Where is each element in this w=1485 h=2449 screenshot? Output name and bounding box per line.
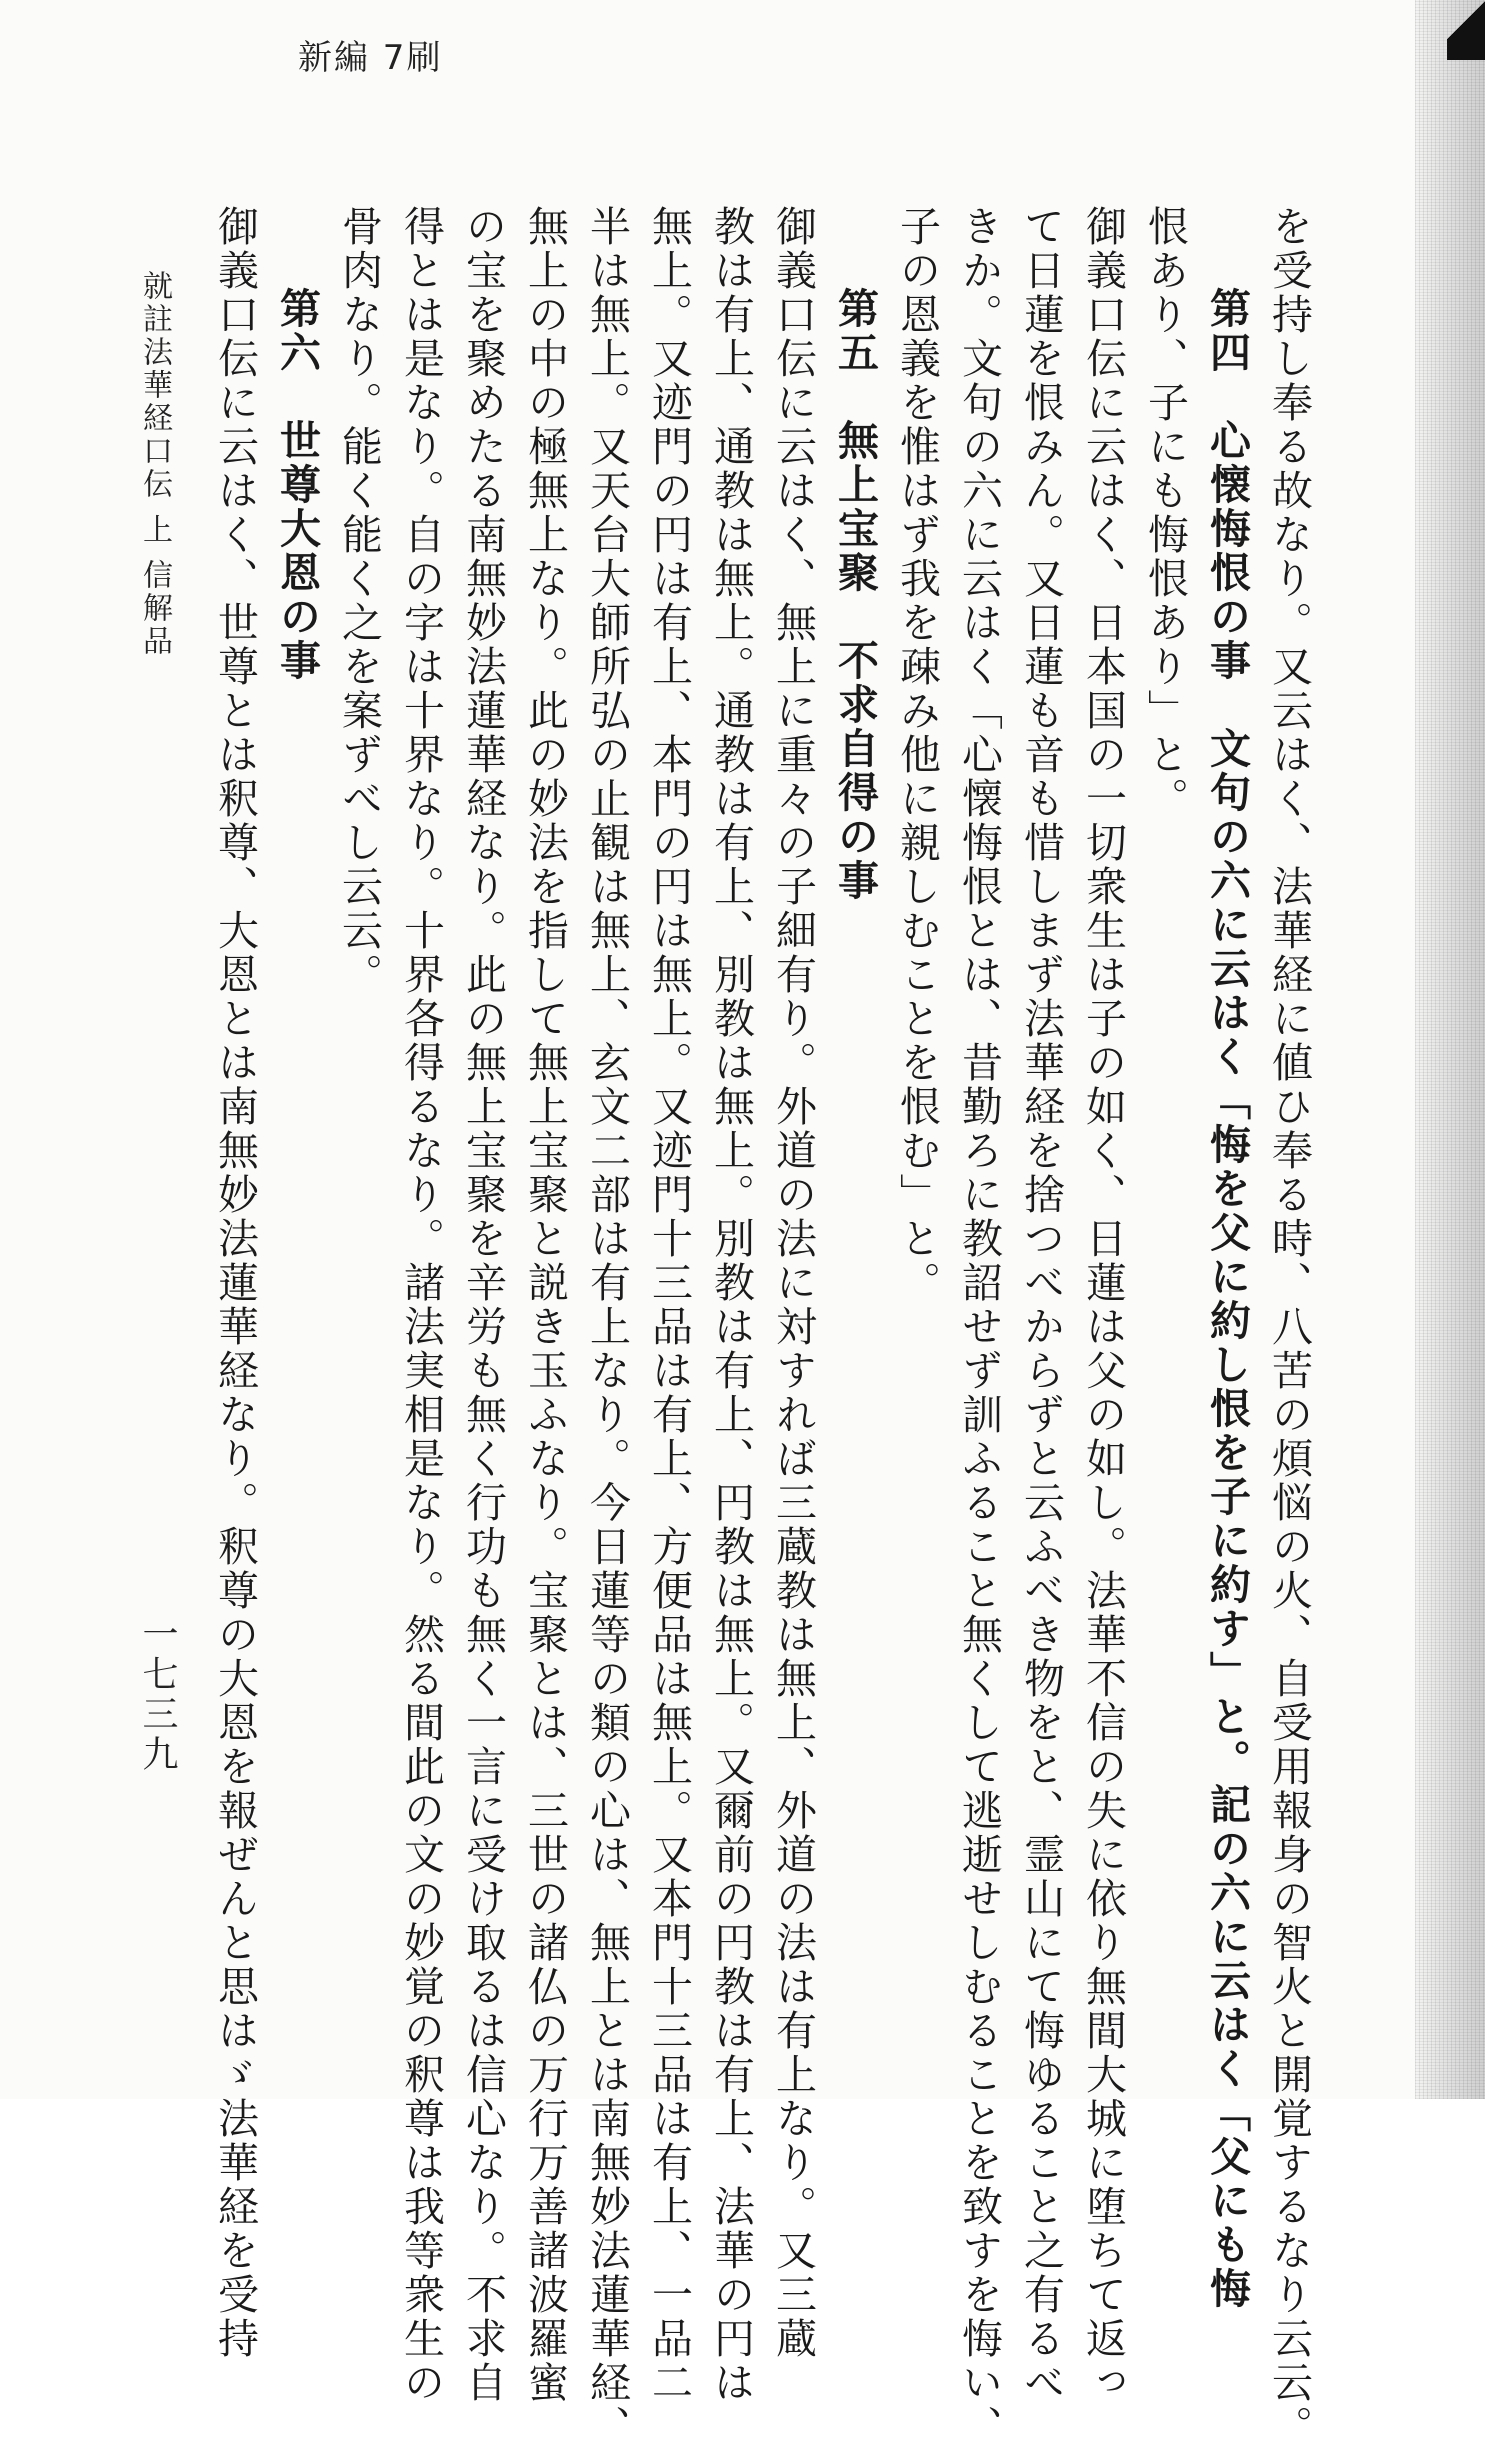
edition-note: 新編 7刷 [298,38,443,78]
text-line: 半は無上。又天台大師所弘の止観は無上、玄文二部は有上なり。今日蓮等の類の心は、無上とは南無妙法蓮華経、 [583,205,631,2449]
text-line: 無上の中の極無上なり。此の妙法を指して無上宝聚と説き玉ふなり。宝聚とは、三世の諸仏の万行万善諸波羅蜜 [521,205,569,2405]
text-line: 骨肉なり。能く能く之を案ずべし云云。 [335,205,383,997]
corner-mark [1447,0,1485,60]
running-head: 就註法華経口伝 上 信解品 [137,270,172,659]
text-line: 御義口伝に云はく、世尊とは釈尊、大恩とは南無妙法蓮華経なり。釈尊の大恩を報ぜんと思はゞ法華経を受持 [211,205,259,2361]
section-heading: 第四 心懐悔恨の事 文句の六に云はく「悔を父に約し恨を子に約す」と。記の六に云はく「父にも悔 [1203,287,1251,2311]
text-line: 御義口伝に云はく、日本国の一切衆生は子の如く、日蓮は父の如し。法華不信の失に依り無間大城に堕ちて返っ [1079,205,1127,2405]
text-line: の宝を聚めたる南無妙法蓮華経なり。此の無上宝聚を辛労も無く行功も無く一言に受け取るは信心なり。不求自 [459,205,507,2405]
text-line: 無上。又迹門の円は有上、本門の円は無上。又迹門十三品は有上、方便品は無上。又本門十三品は有上、一品二 [645,205,693,2405]
body-text [211,205,1320,2449]
text-line: 教は有上、通教は無上。通教は有上、別教は無上。別教は有上、円教は無上。又爾前の円教は有上、法華の円は [707,205,755,2405]
text-line: 恨あり、子にも悔恨あり」と。 [1141,205,1189,821]
text-line: を受持し奉る故なり。又云はく、法華経に値ひ奉る時、八苦の煩悩の火、自受用報身の智火と開覚するなり云云。 [1265,205,1313,2449]
text-line: 得とは是なり。自の字は十界なり。十界各得るなり。諸法実相是なり。然る間此の文の妙覚の釈尊は我等衆生の [397,205,445,2405]
text-line: 御義口伝に云はく、無上に重々の子細有り。外道の法に対すれば三蔵教は無上、外道の法は有上なり。又三蔵 [769,205,817,2361]
section-heading: 第六 世尊大恩の事 [273,287,321,683]
section-heading: 第五 無上宝聚 不求自得の事 [831,287,879,903]
page-number: 一七三九 [137,1615,178,1775]
text-line: 子の恩義を惟はず我を疎み他に親しむことを恨む」と。 [893,205,941,1305]
text-line: きか。文句の六に云はく「心懐悔恨とは、昔勤ろに教詔せず訓ふること無くして逃逝せしむることを致すを悔い、 [955,205,1003,2449]
text-line: て日蓮を恨みん。又日蓮も音も惜しまず法華経を捨つべからずと云ふべき物をと、霊山にて悔ゆること之有るべ [1017,205,1065,2405]
page-binding-edge [1415,0,1485,2099]
